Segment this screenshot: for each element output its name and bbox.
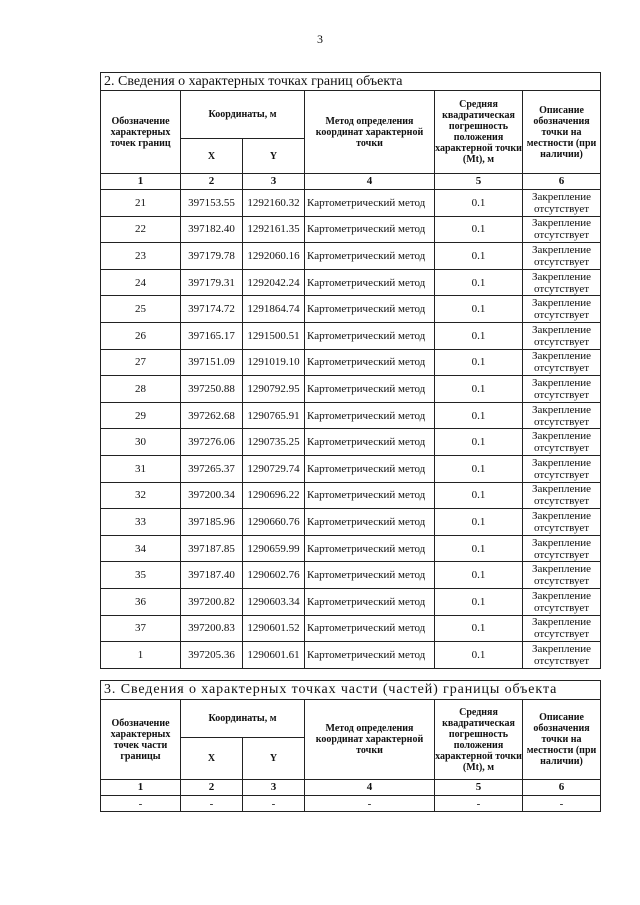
coordinate-x-cell: 397187.40 bbox=[181, 562, 243, 589]
column-number: 3 bbox=[243, 174, 305, 190]
accuracy-cell: 0.1 bbox=[435, 509, 523, 536]
coordinate-x-cell: 397151.09 bbox=[181, 349, 243, 376]
method-cell: Картометрический метод bbox=[305, 190, 435, 217]
coordinate-x-cell: 397265.37 bbox=[181, 455, 243, 482]
coordinate-y-cell: 1290792.95 bbox=[243, 376, 305, 403]
coordinate-y-cell: 1290602.76 bbox=[243, 562, 305, 589]
point-number-cell: 32 bbox=[101, 482, 181, 509]
table-row bbox=[101, 216, 601, 243]
description-cell: Закрепление отсутствует bbox=[523, 642, 601, 669]
column-number: 5 bbox=[435, 780, 523, 796]
coordinate-x-cell: 397165.17 bbox=[181, 322, 243, 349]
point-number-cell: 23 bbox=[101, 243, 181, 270]
header-method: Метод определения координат характерной точки bbox=[305, 700, 435, 780]
coordinate-x-cell: 397200.82 bbox=[181, 588, 243, 615]
column-number: 4 bbox=[305, 780, 435, 796]
accuracy-cell: 0.1 bbox=[435, 243, 523, 270]
coordinate-x-cell: 397200.83 bbox=[181, 615, 243, 642]
header-point-designation: Обозначение характерных точек части границы bbox=[101, 700, 181, 780]
accuracy-cell: 0.1 bbox=[435, 535, 523, 562]
method-cell: Картометрический метод bbox=[305, 429, 435, 456]
column-number: 1 bbox=[101, 174, 181, 190]
description-cell: Закрепление отсутствует bbox=[523, 535, 601, 562]
coordinate-y-cell: 1290601.61 bbox=[243, 642, 305, 669]
column-number: 3 bbox=[243, 780, 305, 796]
header-point-designation: Обозначение характерных точек границ bbox=[101, 91, 181, 174]
table-row bbox=[101, 429, 601, 456]
table-row bbox=[101, 562, 601, 589]
column-number: 5 bbox=[435, 174, 523, 190]
point-number-cell: 1 bbox=[101, 642, 181, 669]
table-row bbox=[101, 509, 601, 536]
table-row bbox=[101, 243, 601, 270]
description-cell: Закрепление отсутствует bbox=[523, 588, 601, 615]
coordinate-y-cell: 1290659.99 bbox=[243, 535, 305, 562]
description-cell: Закрепление отсутствует bbox=[523, 482, 601, 509]
coordinate-x-cell: 397200.34 bbox=[181, 482, 243, 509]
description-cell: Закрепление отсутствует bbox=[523, 455, 601, 482]
coordinate-y-cell: 1290729.74 bbox=[243, 455, 305, 482]
description-cell: Закрепление отсутствует bbox=[523, 562, 601, 589]
accuracy-cell: 0.1 bbox=[435, 190, 523, 217]
column-number: 1 bbox=[101, 780, 181, 796]
accuracy-cell: 0.1 bbox=[435, 642, 523, 669]
method-cell: Картометрический метод bbox=[305, 322, 435, 349]
point-number-cell: 33 bbox=[101, 509, 181, 536]
point-number-cell: 31 bbox=[101, 455, 181, 482]
method-cell: Картометрический метод bbox=[305, 402, 435, 429]
coordinate-x-cell: 397250.88 bbox=[181, 376, 243, 403]
method-cell: Картометрический метод bbox=[305, 216, 435, 243]
coordinate-y-cell: 1290735.25 bbox=[243, 429, 305, 456]
coordinate-y-cell: 1290696.22 bbox=[243, 482, 305, 509]
coordinate-y-cell: 1291019.10 bbox=[243, 349, 305, 376]
description-cell: Закрепление отсутствует bbox=[523, 296, 601, 323]
accuracy-cell: 0.1 bbox=[435, 402, 523, 429]
table-row bbox=[101, 296, 601, 323]
description-cell: Закрепление отсутствует bbox=[523, 216, 601, 243]
coordinate-x-cell: 397276.06 bbox=[181, 429, 243, 456]
method-cell: Картометрический метод bbox=[305, 243, 435, 270]
empty-cell: - bbox=[523, 796, 601, 812]
coordinate-x-cell: 397179.31 bbox=[181, 269, 243, 296]
method-cell: Картометрический метод bbox=[305, 615, 435, 642]
empty-cell: - bbox=[435, 796, 523, 812]
table-row bbox=[101, 190, 601, 217]
point-number-cell: 29 bbox=[101, 402, 181, 429]
accuracy-cell: 0.1 bbox=[435, 376, 523, 403]
table-row bbox=[101, 349, 601, 376]
method-cell: Картометрический метод bbox=[305, 349, 435, 376]
point-number-cell: 36 bbox=[101, 588, 181, 615]
table-row bbox=[101, 642, 601, 669]
method-cell: Картометрический метод bbox=[305, 376, 435, 403]
accuracy-cell: 0.1 bbox=[435, 588, 523, 615]
accuracy-cell: 0.1 bbox=[435, 615, 523, 642]
column-number: 4 bbox=[305, 174, 435, 190]
accuracy-cell: 0.1 bbox=[435, 349, 523, 376]
point-number-cell: 21 bbox=[101, 190, 181, 217]
point-number-cell: 35 bbox=[101, 562, 181, 589]
method-cell: Картометрический метод bbox=[305, 642, 435, 669]
table-row bbox=[101, 796, 601, 812]
method-cell: Картометрический метод bbox=[305, 296, 435, 323]
header-method: Метод определения координат характерной точки bbox=[305, 91, 435, 174]
point-number-cell: 30 bbox=[101, 429, 181, 456]
column-number: 2 bbox=[181, 174, 243, 190]
method-cell: Картометрический метод bbox=[305, 455, 435, 482]
coordinate-x-cell: 397262.68 bbox=[181, 402, 243, 429]
table-row bbox=[101, 535, 601, 562]
point-number-cell: 37 bbox=[101, 615, 181, 642]
table-row bbox=[101, 455, 601, 482]
table-row bbox=[101, 588, 601, 615]
description-cell: Закрепление отсутствует bbox=[523, 402, 601, 429]
table-row bbox=[101, 322, 601, 349]
coordinate-y-cell: 1292160.32 bbox=[243, 190, 305, 217]
accuracy-cell: 0.1 bbox=[435, 269, 523, 296]
coordinate-x-cell: 397153.55 bbox=[181, 190, 243, 217]
coordinate-y-cell: 1290601.52 bbox=[243, 615, 305, 642]
method-cell: Картометрический метод bbox=[305, 269, 435, 296]
coordinate-y-cell: 1290603.34 bbox=[243, 588, 305, 615]
header-y: Y bbox=[243, 139, 305, 174]
accuracy-cell: 0.1 bbox=[435, 455, 523, 482]
coordinate-y-cell: 1292042.24 bbox=[243, 269, 305, 296]
point-number-cell: 25 bbox=[101, 296, 181, 323]
point-number-cell: 34 bbox=[101, 535, 181, 562]
coordinate-y-cell: 1291500.51 bbox=[243, 322, 305, 349]
empty-cell: - bbox=[181, 796, 243, 812]
coordinate-y-cell: 1290765.91 bbox=[243, 402, 305, 429]
table-row bbox=[101, 615, 601, 642]
description-cell: Закрепление отсутствует bbox=[523, 269, 601, 296]
description-cell: Закрепление отсутствует bbox=[523, 243, 601, 270]
accuracy-cell: 0.1 bbox=[435, 216, 523, 243]
table-row bbox=[101, 482, 601, 509]
empty-cell: - bbox=[243, 796, 305, 812]
point-number-cell: 27 bbox=[101, 349, 181, 376]
accuracy-cell: 0.1 bbox=[435, 482, 523, 509]
header-description: Описание обозначения точки на местности (при наличии) bbox=[523, 91, 601, 174]
header-coordinates: Координаты, м bbox=[181, 91, 305, 139]
empty-cell: - bbox=[101, 796, 181, 812]
coordinate-x-cell: 397174.72 bbox=[181, 296, 243, 323]
coordinate-x-cell: 397179.78 bbox=[181, 243, 243, 270]
description-cell: Закрепление отсутствует bbox=[523, 349, 601, 376]
coordinate-x-cell: 397187.85 bbox=[181, 535, 243, 562]
points-table-section-3 bbox=[100, 680, 601, 812]
empty-cell: - bbox=[305, 796, 435, 812]
accuracy-cell: 0.1 bbox=[435, 429, 523, 456]
page-number: 3 bbox=[317, 32, 323, 46]
description-cell: Закрепление отсутствует bbox=[523, 615, 601, 642]
coordinate-y-cell: 1292060.16 bbox=[243, 243, 305, 270]
accuracy-cell: 0.1 bbox=[435, 296, 523, 323]
description-cell: Закрепление отсутствует bbox=[523, 429, 601, 456]
table-row bbox=[101, 376, 601, 403]
column-number: 2 bbox=[181, 780, 243, 796]
point-number-cell: 24 bbox=[101, 269, 181, 296]
description-cell: Закрепление отсутствует bbox=[523, 509, 601, 536]
section-3-title: 3. Сведения о характерных точках части (частей) границы объекта bbox=[101, 681, 601, 700]
header-accuracy: Средняя квадратическая погрешность положения характерной точки (Mt), м bbox=[435, 91, 523, 174]
point-number-cell: 26 bbox=[101, 322, 181, 349]
description-cell: Закрепление отсутствует bbox=[523, 376, 601, 403]
method-cell: Картометрический метод bbox=[305, 562, 435, 589]
coordinate-x-cell: 397185.96 bbox=[181, 509, 243, 536]
header-y: Y bbox=[243, 738, 305, 780]
coordinate-y-cell: 1292161.35 bbox=[243, 216, 305, 243]
coordinate-y-cell: 1291864.74 bbox=[243, 296, 305, 323]
coordinate-x-cell: 397205.36 bbox=[181, 642, 243, 669]
method-cell: Картометрический метод bbox=[305, 482, 435, 509]
accuracy-cell: 0.1 bbox=[435, 322, 523, 349]
header-coordinates: Координаты, м bbox=[181, 700, 305, 738]
header-accuracy: Средняя квадратическая погрешность положения характерной точки (Mt), м bbox=[435, 700, 523, 780]
accuracy-cell: 0.1 bbox=[435, 562, 523, 589]
method-cell: Картометрический метод bbox=[305, 535, 435, 562]
description-cell: Закрепление отсутствует bbox=[523, 322, 601, 349]
point-number-cell: 22 bbox=[101, 216, 181, 243]
section-2-rows bbox=[101, 190, 601, 669]
coordinate-y-cell: 1290660.76 bbox=[243, 509, 305, 536]
table-row bbox=[101, 269, 601, 296]
point-number-cell: 28 bbox=[101, 376, 181, 403]
method-cell: Картометрический метод bbox=[305, 509, 435, 536]
method-cell: Картометрический метод bbox=[305, 588, 435, 615]
header-x: X bbox=[181, 139, 243, 174]
header-x: X bbox=[181, 738, 243, 780]
coordinate-x-cell: 397182.40 bbox=[181, 216, 243, 243]
header-description: Описание обозначения точки на местности (при наличии) bbox=[523, 700, 601, 780]
column-number: 6 bbox=[523, 780, 601, 796]
column-number: 6 bbox=[523, 174, 601, 190]
points-table-section-2 bbox=[100, 72, 601, 669]
section-2-title: 2. Сведения о характерных точках границ объекта bbox=[101, 73, 601, 91]
table-row bbox=[101, 402, 601, 429]
description-cell: Закрепление отсутствует bbox=[523, 190, 601, 217]
